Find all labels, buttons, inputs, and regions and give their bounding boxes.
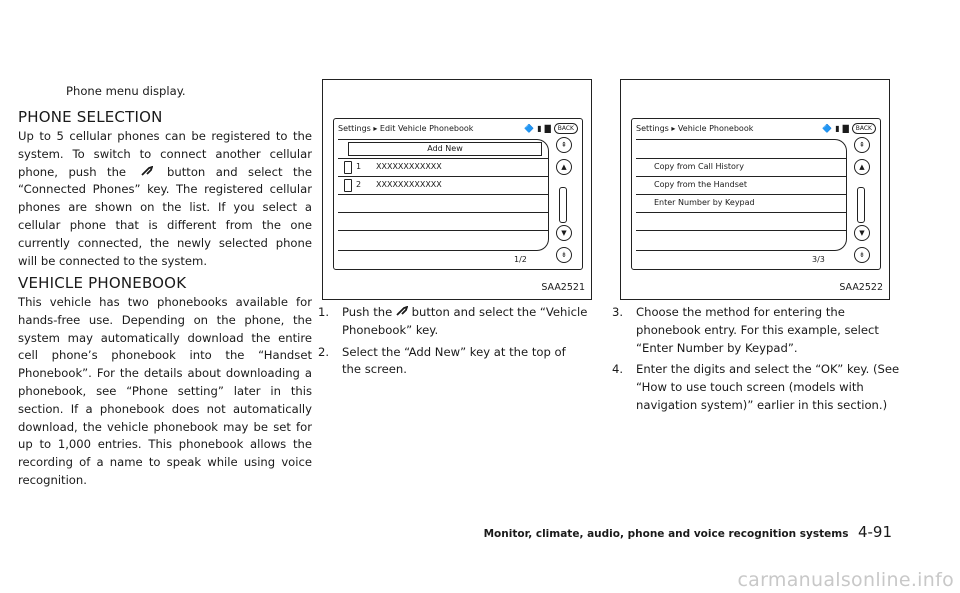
phonebook-list: [338, 139, 549, 251]
page-up-icon[interactable]: ⇞: [854, 137, 870, 153]
step-number: 2.: [318, 344, 330, 359]
watermark: carmanualsonline.info: [737, 569, 954, 591]
phone-selection-heading: PHONE SELECTION: [18, 108, 163, 126]
scrollbar[interactable]: [554, 137, 574, 261]
phone-button-icon: [396, 305, 408, 319]
section-title: Monitor, climate, audio, phone and voice recognition systems: [483, 528, 849, 540]
step-text: Choose the method for entering the phonebook entry. For this example, select “Enter Number by Keypad”.: [636, 305, 879, 355]
empty-row: [636, 140, 846, 159]
step-text: Select the “Add New” key at the top of the screen.: [342, 344, 566, 377]
vehicle-phonebook-heading: VEHICLE PHONEBOOK: [18, 274, 187, 292]
step-number: 3.: [612, 305, 624, 319]
scroll-up-icon[interactable]: ▲: [854, 159, 870, 175]
screen-display: [631, 118, 881, 270]
empty-row: [338, 194, 548, 213]
step-text-after: button and select the “Vehicle Phonebook” key.: [342, 305, 588, 337]
phone-selection-text-before: Up to 5 cellular phones can be registered to the system. To switch to connect another cellular phone, push the: [18, 129, 312, 179]
list-item[interactable]: [636, 194, 846, 213]
bluetooth-icon: 🔷: [524, 123, 535, 133]
scroll-down-icon[interactable]: ▼: [854, 225, 870, 241]
step-text-before: Push the: [342, 305, 393, 319]
add-new-row: [338, 140, 548, 159]
empty-row: [636, 212, 846, 231]
screen-header: [338, 122, 578, 136]
list-item[interactable]: [636, 176, 846, 195]
page-indicator: 3/3: [812, 255, 825, 264]
step-3: [612, 304, 900, 357]
back-button[interactable]: BACK: [852, 123, 876, 134]
steps-column-3: [612, 304, 900, 419]
vehicle-phonebook-paragraph: This vehicle has two phonebooks available for hands-free use. Depending on the phone, the system may automatically download the entire cell phone’s phonebook into the “Handset Phonebook”. For the details about downloading a phonebook, see “Phone setting” later in this section. If a phonebook does not automatically download, the vehicle phonebook may be set for up to 1,000 entries. This phonebook allows the recording of a name to speak while using voice recognition.: [18, 295, 312, 487]
entry-label: XXXXXXXXXXXX: [376, 180, 442, 189]
page-down-icon[interactable]: ⇟: [854, 247, 870, 263]
signal-icon: ▇: [544, 123, 551, 133]
phone-status-icon: ▮: [537, 123, 542, 133]
bluetooth-icon: 🔷: [822, 123, 833, 133]
add-new-button[interactable]: Add New: [348, 142, 542, 156]
copy-call-history-option: Copy from Call History: [654, 162, 744, 171]
step-1: [318, 304, 588, 340]
list-item[interactable]: [338, 176, 548, 195]
step-4: [612, 361, 900, 414]
phone-button-icon: [137, 164, 157, 182]
list-item[interactable]: [338, 158, 548, 177]
page-up-icon[interactable]: ⇞: [556, 137, 572, 153]
back-button[interactable]: BACK: [554, 123, 578, 134]
empty-row: [338, 212, 548, 231]
page-footer: [484, 523, 892, 541]
step-2: [318, 344, 588, 380]
scroll-track[interactable]: [559, 187, 567, 223]
copy-handset-option: Copy from the Handset: [654, 180, 747, 189]
breadcrumb: Settings ▸ Vehicle Phonebook: [636, 124, 754, 133]
step-text: Enter the digits and select the “OK” key. (See “How to use touch screen (models with navigation system)” earlier in this section.): [636, 362, 900, 412]
step-number: 1.: [318, 305, 330, 319]
scroll-track[interactable]: [857, 187, 865, 223]
screen-header: [636, 122, 876, 136]
steps-column-2: [318, 304, 588, 383]
intro-text: Phone menu display.: [66, 84, 186, 98]
list-item[interactable]: [636, 158, 846, 177]
contact-icon: [344, 179, 352, 192]
figure-edit-vehicle-phonebook: [322, 79, 592, 300]
figure-vehicle-phonebook: [620, 79, 890, 300]
screen-display: [333, 118, 583, 270]
page-down-icon[interactable]: ⇟: [556, 247, 572, 263]
phone-status-icon: ▮: [835, 123, 840, 133]
breadcrumb: Settings ▸ Edit Vehicle Phonebook: [338, 124, 474, 133]
phone-selection-paragraph: [18, 128, 312, 270]
entry-number: 2: [356, 180, 362, 189]
scroll-down-icon[interactable]: ▼: [556, 225, 572, 241]
scroll-up-icon[interactable]: ▲: [556, 159, 572, 175]
figure-code: SAA2522: [839, 282, 883, 293]
step-number: 4.: [612, 362, 624, 377]
signal-icon: ▇: [842, 123, 849, 133]
entry-label: XXXXXXXXXXXX: [376, 162, 442, 171]
contact-icon: [344, 161, 352, 174]
figure-code: SAA2521: [541, 282, 585, 293]
method-list: [636, 139, 847, 251]
phone-selection-text-after: button and select the “Connected Phones” key. The registered cellular phones are shown on the list. If you select a cellular phone that is different from the one currently connected, the newly selected phone will be connected to the system.: [18, 164, 312, 268]
entry-number: 1: [356, 162, 362, 171]
page-indicator: 1/2: [514, 255, 527, 264]
enter-keypad-option: Enter Number by Keypad: [654, 198, 755, 207]
scrollbar[interactable]: [852, 137, 872, 261]
page-number: 4-91: [857, 523, 892, 541]
